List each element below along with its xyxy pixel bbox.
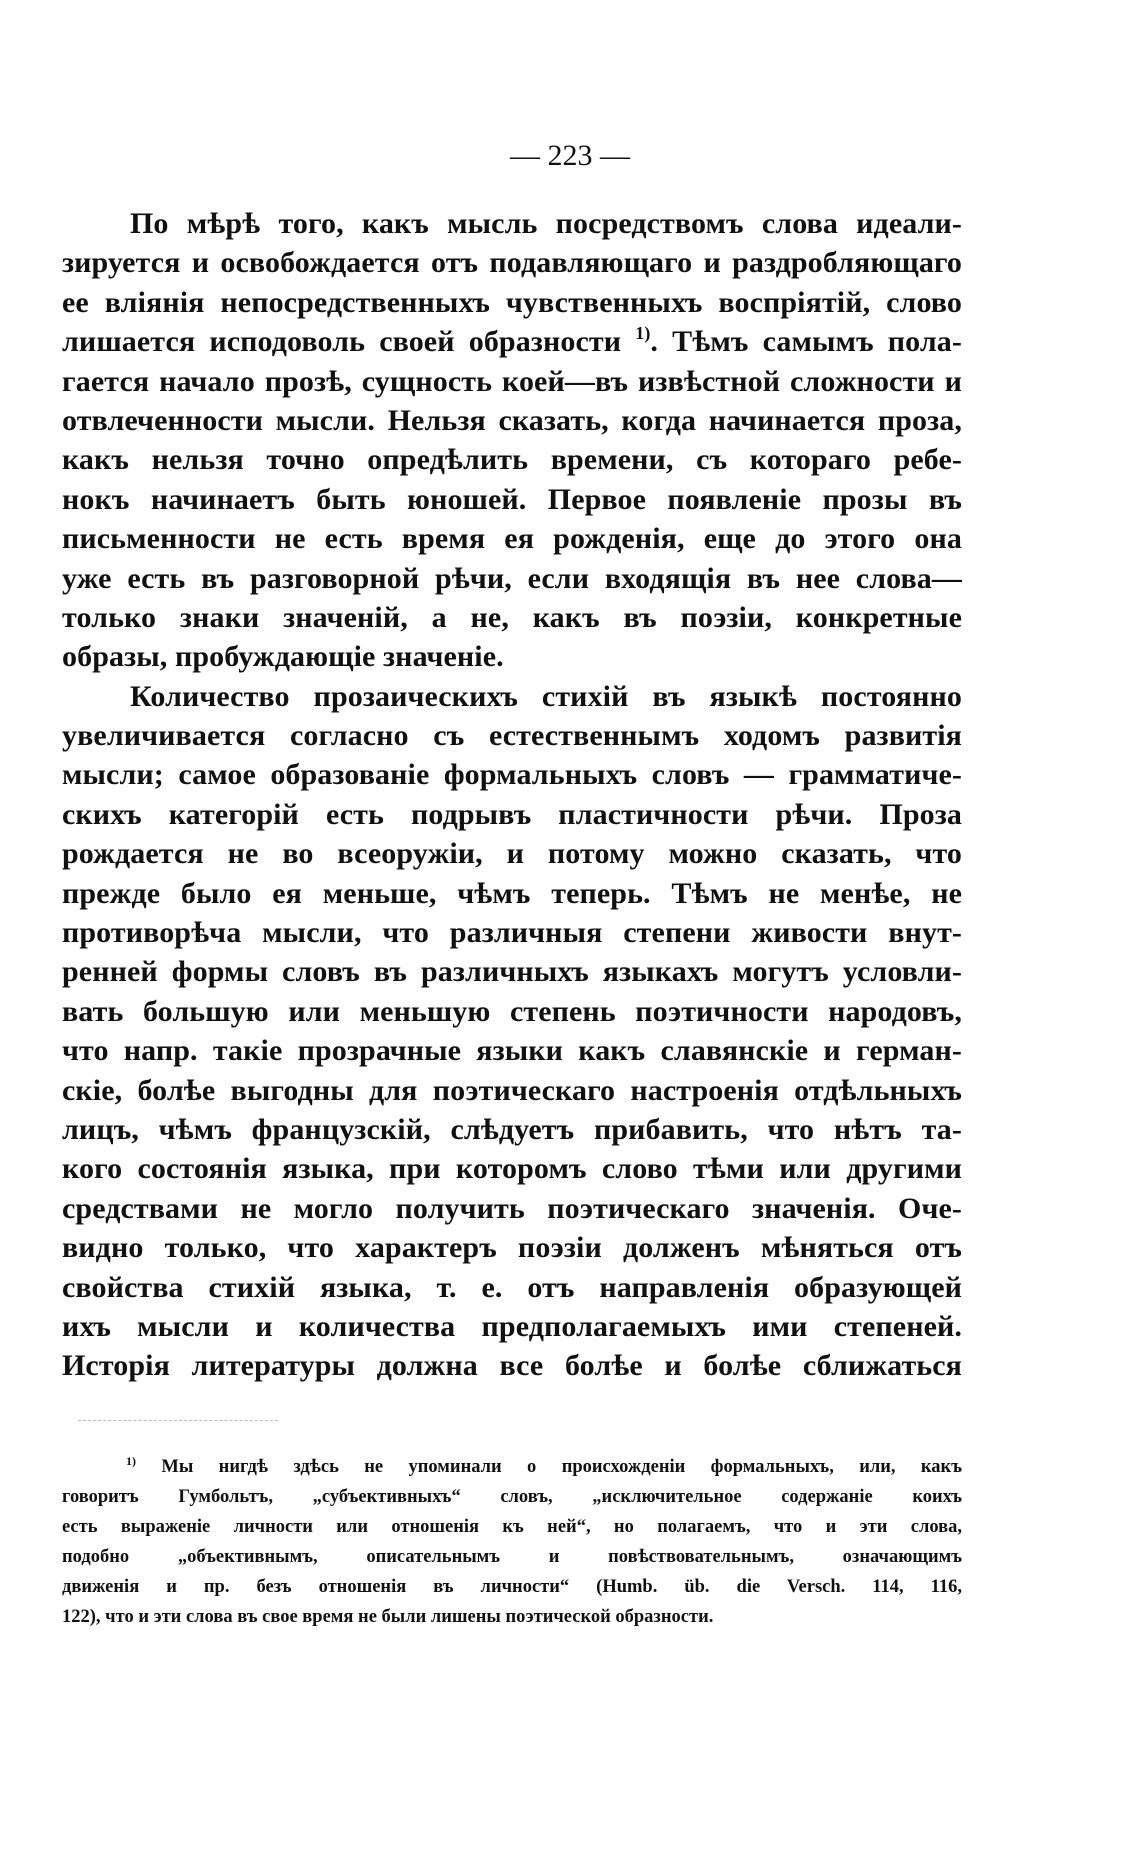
page-number: — 223 — (510, 139, 630, 172)
text-line: свойства стихій языка, т. е. отъ направленія образующей (62, 1270, 962, 1304)
main-text (62, 204, 962, 1386)
text-line: гается начало прозѣ, сущность коей—въ извѣстной сложности и (62, 364, 962, 398)
text-line: увеличивается согласно съ естественнымъ ходомъ развитія (62, 719, 962, 753)
text-line: кого состоянія языка, при которомъ слово тѣми или другими (62, 1152, 962, 1186)
text-line: ихъ мысли и количества предполагаемыхъ ими степеней. (62, 1309, 962, 1343)
footnote-line: движенія и пр. безъ отношенія въ личности“ (Humb. üb. die Versch. 114, 116, (62, 1577, 962, 1597)
footnote-line: подобно „объективнымъ, описательнымъ и повѣствовательнымъ, означающимъ (62, 1547, 962, 1567)
footnote-line: есть выраженіе личности или отношенія къ ней“, но полагаемъ, что и эти слова, (62, 1517, 962, 1537)
text-line: скіе, болѣе выгодны для поэтическаго настроенія отдѣльныхъ (62, 1073, 962, 1107)
text-line (62, 322, 962, 361)
text-line: ее вліянія непосредственныхъ чувственныхъ воспріятій, слово (62, 285, 962, 319)
text-line: письменности не есть время ея рожденія, еще до этого она (62, 522, 962, 556)
footnote-mark: 1) (126, 1454, 136, 1468)
text-line: противорѣча мысли, что различныя степени живости внут- (62, 916, 962, 950)
text-line: что напр. такіе прозрачные языки какъ славянскіе и герман- (62, 1034, 962, 1068)
text-line: Количество прозаическихъ стихій въ языкѣ постоянно (130, 679, 962, 713)
text-line: уже есть въ разговорной рѣчи, если входящія въ нее слова— (62, 561, 962, 595)
footnote (62, 1452, 962, 1632)
text-fragment: лишается исподоволь своей образности (62, 325, 622, 359)
text-line: лицъ, чѣмъ французскій, слѣдуетъ прибавить, что нѣтъ та- (62, 1112, 962, 1146)
footnote-line: 122), что и эти слова въ свое время не были лишены поэтической образности. (62, 1607, 714, 1627)
text-line: какъ нельзя точно опредѣлить времени, съ котораго ребе- (62, 443, 962, 477)
text-line: видно только, что характеръ поэзіи долженъ мѣняться отъ (62, 1231, 962, 1265)
text-line: скихъ категорій есть подрывъ пластичности рѣчи. Проза (62, 797, 962, 831)
text-line: только знаки значеній, а не, какъ въ поэзіи, конкретные (62, 600, 962, 634)
footnote-line: говоритъ Гумбольтъ, „субъективныхъ“ словъ, „исключительное содержаніе коихъ (62, 1487, 962, 1507)
text-line: образы, пробуждающіе значеніе. (62, 640, 504, 674)
text-line: мысли; самое образованіе формальныхъ словъ — грамматиче- (62, 758, 962, 792)
text-line: зируется и освобождается отъ подавляющаго и раздробляющаго (62, 246, 962, 280)
text-fragment: Мы нигдѣ здѣсь не упоминали о происхожденіи формальныхъ, или, какъ (161, 1457, 963, 1477)
text-line: отвлеченности мысли. Нельзя сказать, когда начинается проза, (62, 403, 962, 437)
text-line: По мѣрѣ того, какъ мысль посредствомъ слова идеали- (130, 207, 962, 240)
text-line: ренней формы словъ въ различныхъ языкахъ могутъ условли- (62, 955, 962, 989)
text-fragment: . Тѣмъ самымъ пола- (650, 325, 962, 359)
text-line: вать большую или меньшую степень поэтичности народовъ, (62, 994, 962, 1028)
footnote-separator (78, 1420, 278, 1421)
text-line: прежде было ея меньше, чѣмъ теперь. Тѣмъ не менѣе, не (62, 876, 962, 910)
footnote-reference: 1) (635, 323, 651, 344)
text-line: рождается не во всеоружіи, и потому можно сказать, что (62, 837, 962, 871)
footnote-line (62, 1452, 962, 1482)
text-line: Исторія литературы должна все болѣе и болѣе сближаться (62, 1349, 962, 1383)
text-line: нокъ начинаетъ быть юношей. Первое появленіе прозы въ (62, 482, 962, 516)
text-line: средствами не могло получить поэтическаго значенія. Оче- (62, 1191, 962, 1225)
